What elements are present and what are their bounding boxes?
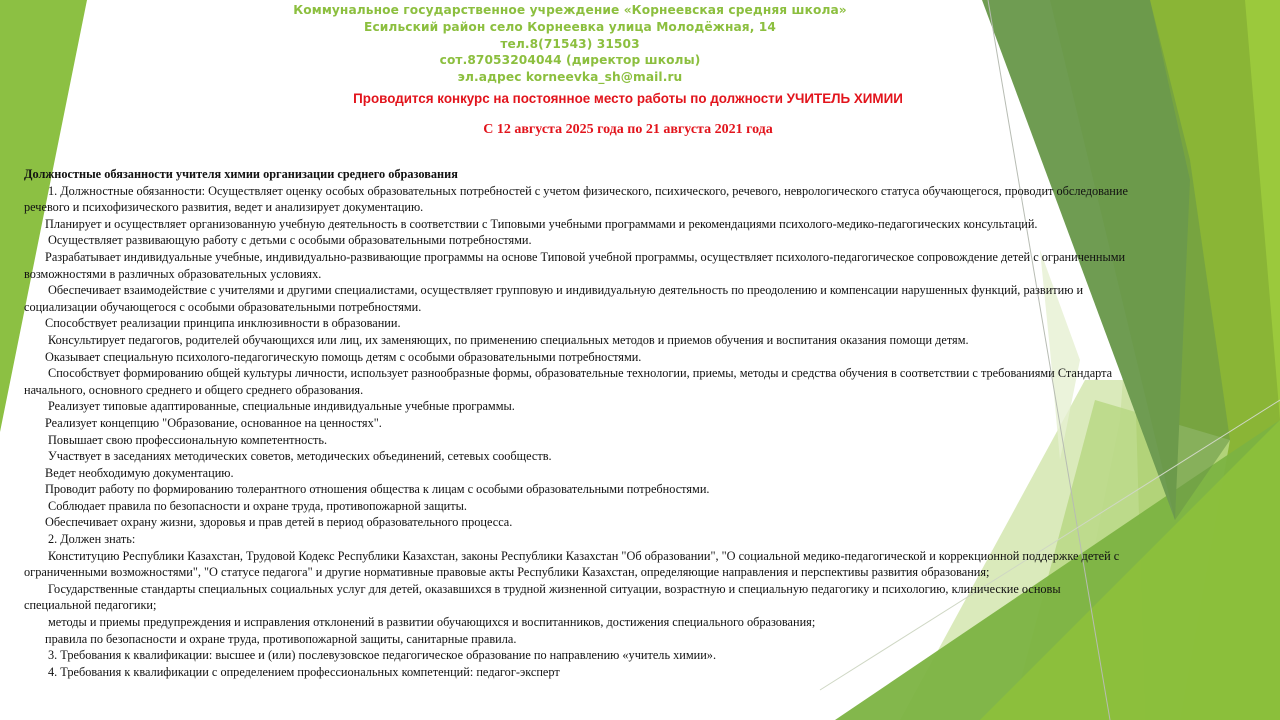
school-email: эл.адрес korneevka_sh@mail.ru	[457, 70, 683, 85]
duty-line: социализации обучающегося с особыми образовательными потребностями.	[24, 299, 422, 314]
knowledge-line: Государственные стандарты специальных социальных услуг для детей, оказавшихся в трудной жизненной ситуации, возрастную и специальную педагогику и психологию, клинические основы	[48, 581, 1061, 596]
job-description-title: Должностные обязанности учителя химии организации среднего образования	[24, 167, 458, 181]
duty-line: Консультирует педагогов, родителей обучающихся или лиц, их заменяющих, по применению специальных методов и приемов обучения и воспитания оказания помощи детям.	[48, 332, 969, 347]
knowledge-line: ограниченными возможностями", "О статусе педагога" и другие нормативные правовые акты Республики Казахстан, определяющие направления и перспективы развития образования;	[24, 565, 990, 580]
duty-line: Разрабатывает индивидуальные учебные, индивидуально-развивающие программы на основе Типовой учебной программы, осуществляет психолого-педагогическое сопровождение детей с ограниченными	[45, 249, 1126, 264]
knowledge-line: методы и приемы предупреждения и исправления отклонений в развитии обучающихся и воспитанников, достижения специального образования;	[48, 615, 816, 630]
duty-line: Реализует концепцию "Образование, основанное на ценностях".	[45, 415, 382, 430]
job-description	[24, 166, 1280, 680]
vacancy-announcement: Проводится конкурс на постоянное место работы по должности УЧИТЕЛЬ ХИМИИ	[353, 91, 903, 106]
knowledge-line: специальной педагогики;	[24, 598, 157, 613]
school-header	[0, 2, 1140, 86]
duty-line: речевого и психофизического развития, ведет и анализирует документацию.	[24, 200, 424, 215]
qualification-line: 4. Требования к квалификации с определением профессиональных компетенций: педагог-эксперт	[48, 664, 560, 679]
duty-line: Обеспечивает охрану жизни, здоровья и прав детей в период образовательного процесса.	[45, 515, 513, 530]
duty-line: Способствует формированию общей культуры личности, использует разнообразные формы, образовательные технологии, приемы, методы и средства обучения в соответствии с требованиями Стандарта	[48, 366, 1113, 381]
vacancy-dates: С 12 августа 2025 года по 21 августа 2021 года	[483, 122, 773, 137]
director-phone: сот.87053204044 (директор школы)	[439, 53, 701, 68]
knowledge-line: правила по безопасности и охране труда, противопожарной защиты, санитарные правила.	[45, 631, 517, 646]
duty-line: Проводит работу по формированию толерантного отношения общества к лицам с особыми образовательными потребностями.	[45, 482, 710, 497]
school-name: Коммунальное государственное учреждение «Корнеевская средняя школа»	[293, 3, 847, 17]
duty-line: Оказывает специальную психолого-педагогическую помощь детям с особыми образовательными потребностями.	[45, 349, 642, 364]
duty-line: Участвует в заседаниях методических советов, методических объединений, сетевых сообществ.	[48, 449, 552, 464]
duty-line: 1. Должностные обязанности: Осуществляет оценку особых образовательных потребностей с учетом физического, психического, речевого, неврологического статуса обучающегося, проводит обследование	[48, 183, 1128, 198]
section-heading: 2. Должен знать:	[48, 532, 136, 547]
knowledge-line: Конституцию Республики Казахстан, Трудовой Кодекс Республики Казахстан, законы Республики Казахстан "Об образовании", "О социальной медико-педагогической и коррекционной поддержке детей с	[48, 548, 1120, 563]
school-address: Есильский район село Корнеевка улица Молодёжная, 14	[364, 19, 776, 34]
duty-line: Реализует типовые адаптированные, специальные индивидуальные учебные программы.	[48, 399, 515, 414]
school-phone: тел.8(71543) 31503	[500, 36, 640, 51]
duty-line: начального, основного среднего и общего среднего образования.	[24, 382, 364, 397]
duty-line: Повышает свою профессиональную компетентность.	[48, 432, 328, 447]
duty-line: Планирует и осуществляет организованную учебную деятельность в соответствии с Типовыми учебными программами и рекомендациями психолого-медико-педагогических консультаций.	[45, 216, 1038, 231]
duty-line: Ведет необходимую документацию.	[45, 465, 234, 480]
duty-line: Осуществляет развивающую работу с детьми с особыми образовательными потребностями.	[48, 233, 532, 248]
qualification-line: 3. Требования к квалификации: высшее и (или) послевузовское педагогическое образование по направлению «учитель химии».	[48, 648, 717, 663]
duty-line: Соблюдает правила по безопасности и охране труда, противопожарной защиты.	[48, 498, 467, 513]
duty-line: Способствует реализации принципа инклюзивности в образовании.	[45, 316, 401, 331]
duty-line: Обеспечивает взаимодействие с учителями и другими специалистами, осуществляет групповую и индивидуальную деятельность по преодолению и компенсации нарушенных функций, развитию и	[48, 283, 1084, 298]
duty-line: возможностями в различных образовательных условиях.	[24, 266, 322, 281]
